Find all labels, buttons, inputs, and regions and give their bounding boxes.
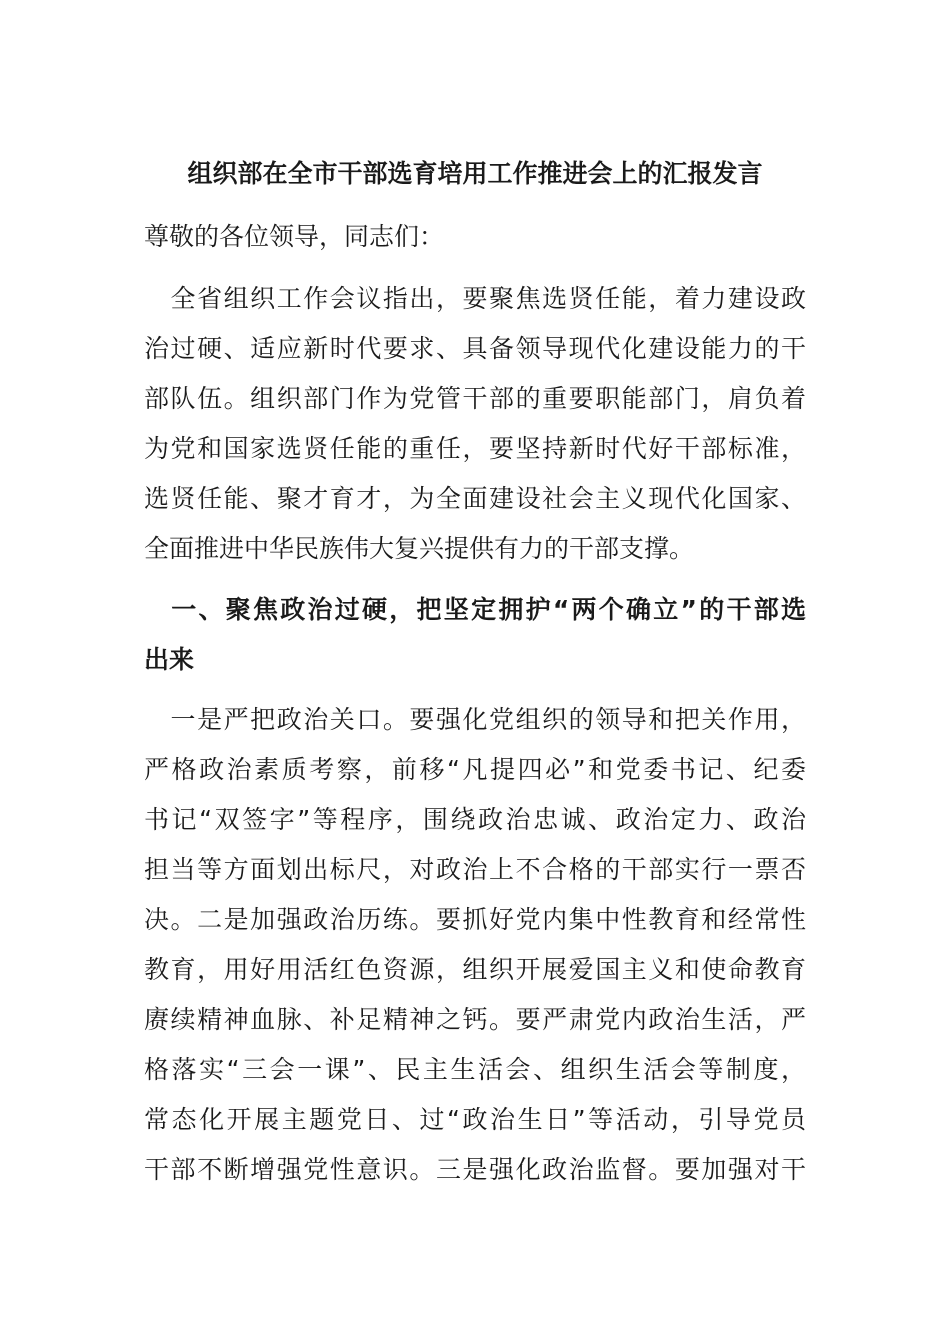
paragraph-line: 赓续精神血脉、补足精神之钙。要严肃党内政治生活，严	[144, 1005, 806, 1034]
paragraph-line: 治过硬、适应新时代要求、具备领导现代化建设能力的干	[144, 334, 806, 363]
paragraph-line: 担当等方面划出标尺，对政治上不合格的干部实行一票否	[144, 855, 806, 884]
paragraph-line: 为党和国家选贤任能的重任，要坚持新时代好干部标准，	[144, 434, 806, 463]
paragraph-line: 决。二是加强政治历练。要抓好党内集中性教育和经常性	[144, 905, 806, 934]
section-heading: 出来	[144, 645, 195, 674]
document-title: 组织部在全市干部选育培用工作推进会上的汇报发言	[187, 159, 763, 188]
section-heading: 一、聚焦政治过硬，把坚定拥护“两个确立”的干部选	[144, 595, 806, 624]
paragraph-line: 严格政治素质考察，前移“凡提四必”和党委书记、纪委	[144, 755, 806, 784]
paragraph-line: 干部不断增强党性意识。三是强化政治监督。要加强对干	[144, 1155, 806, 1184]
paragraph-line: 选贤任能、聚才育才，为全面建设社会主义现代化国家、	[144, 484, 806, 513]
paragraph-line: 格落实“三会一课”、民主生活会、组织生活会等制度，	[144, 1055, 806, 1084]
paragraph-line: 书记“双签字”等程序，围绕政治忠诚、政治定力、政治	[144, 805, 806, 834]
salutation: 尊敬的各位领导，同志们：	[144, 222, 445, 251]
paragraph-line: 全省组织工作会议指出，要聚焦选贤任能，着力建设政	[144, 284, 806, 313]
paragraph-line: 常态化开展主题党日、过“政治生日”等活动，引导党员	[144, 1105, 806, 1134]
paragraph-line: 全面推进中华民族伟大复兴提供有力的干部支撑。	[144, 534, 695, 563]
paragraph-line: 一是严把政治关口。要强化党组织的领导和把关作用，	[144, 705, 806, 734]
paragraph-line: 部队伍。组织部门作为党管干部的重要职能部门，肩负着	[144, 384, 806, 413]
paragraph-line: 教育，用好用活红色资源，组织开展爱国主义和使命教育	[144, 955, 806, 984]
